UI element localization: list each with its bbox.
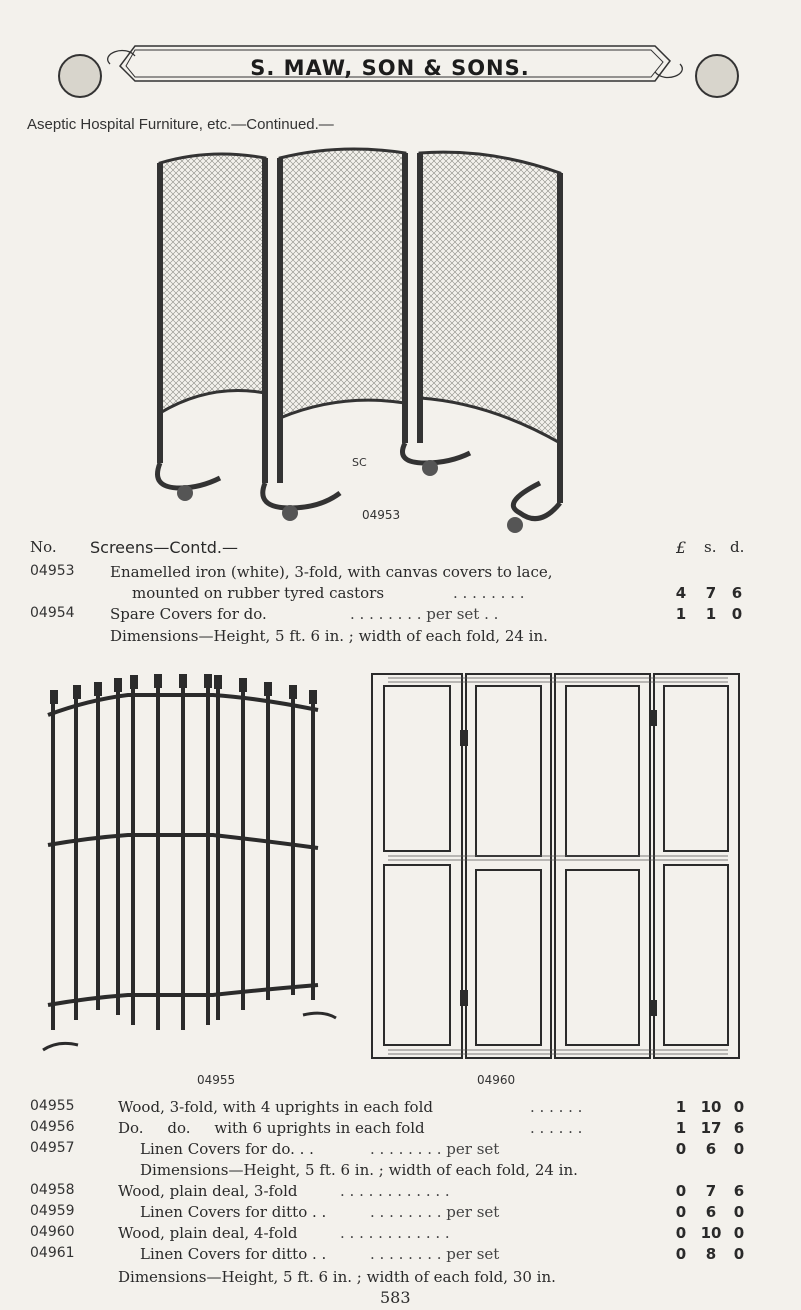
item-number: 04953 — [30, 563, 75, 579]
item-description: Do. do. with 6 uprights in each fold — [118, 1119, 425, 1137]
item-description: Spare Covers for do. — [110, 605, 267, 623]
price-shillings: 6 — [705, 1140, 717, 1158]
price-pence: 0 — [733, 1224, 745, 1242]
price-pence: 0 — [733, 1203, 745, 1221]
item-description: Linen Covers for do. . . — [140, 1140, 314, 1158]
dimensions-note: Dimensions—Height, 5 ft. 6 in. ; width of each fold, 30 in. — [118, 1268, 556, 1286]
dimensions-note: Dimensions—Height, 5 ft. 6 in. ; width of each fold, 24 in. — [110, 627, 548, 645]
price-pounds: 4 — [675, 584, 687, 602]
list-item — [0, 563, 801, 583]
currency-pounds: £ — [676, 538, 687, 557]
item-description: Linen Covers for ditto . . — [140, 1203, 327, 1221]
price-pounds: 0 — [675, 1203, 687, 1221]
price-shillings: 8 — [705, 1245, 717, 1263]
dot-leader: . . . . . . . . per set — [370, 1140, 500, 1158]
list-item — [0, 1224, 801, 1244]
list-item — [0, 1119, 801, 1139]
price-shillings: 7 — [705, 584, 717, 602]
item-number: 04955 — [30, 1098, 75, 1114]
item-description: Wood, 3-fold, with 4 uprights in each fold — [118, 1098, 433, 1116]
price-shillings: 17 — [700, 1119, 722, 1137]
price-shillings: 7 — [705, 1182, 717, 1200]
wood-panel-screen-illustration — [368, 670, 743, 1065]
iron-screen-illustration — [140, 143, 640, 543]
item-number: 04957 — [30, 1140, 75, 1156]
figure-label-04953: 04953 — [362, 508, 401, 522]
price-pounds: 1 — [675, 605, 687, 623]
price-shillings: 1 — [705, 605, 717, 623]
item-description: Wood, plain deal, 3-fold — [118, 1182, 298, 1200]
dot-leader: . . . . . . . . per set . . — [350, 605, 499, 623]
item-number: 04958 — [30, 1182, 75, 1198]
wood-frame-screen-illustration — [38, 670, 338, 1065]
list-item — [0, 584, 801, 604]
list-item — [0, 1182, 801, 1202]
price-pence: 0 — [733, 1245, 745, 1263]
price-pence: 6 — [733, 1119, 745, 1137]
price-shillings: 6 — [705, 1203, 717, 1221]
list-item — [0, 1161, 801, 1181]
figure-label-04960: 04960 — [477, 1073, 516, 1087]
page-subtitle: Aseptic Hospital Furniture, etc.—Continued.— — [27, 116, 334, 133]
price-shillings: 10 — [700, 1098, 722, 1116]
item-description: Wood, plain deal, 4-fold — [118, 1224, 298, 1242]
price-pounds: 0 — [675, 1245, 687, 1263]
dot-leader: . . . . . . . . — [453, 584, 525, 602]
list-item — [0, 1098, 801, 1118]
list-item — [0, 1203, 801, 1223]
currency-shillings: s. — [704, 538, 717, 556]
price-pounds: 0 — [675, 1140, 687, 1158]
section-heading-screens: Screens—Contd.— — [90, 538, 238, 557]
dimensions-note: Dimensions—Height, 5 ft. 6 in. ; width of each fold, 24 in. — [140, 1161, 578, 1179]
price-pounds: 1 — [675, 1098, 687, 1116]
item-number: 04961 — [30, 1245, 75, 1261]
price-pounds: 0 — [675, 1224, 687, 1242]
dot-leader: . . . . . . . . . . . . — [340, 1224, 450, 1242]
price-pence: 6 — [733, 1182, 745, 1200]
price-pence: 0 — [731, 605, 743, 623]
firm-name: S. MAW, SON & SONS. — [250, 56, 530, 80]
item-number: 04960 — [30, 1224, 75, 1240]
item-description-cont: mounted on rubber tyred castors — [132, 584, 385, 602]
dot-leader: . . . . . . . . per set — [370, 1203, 500, 1221]
item-number: 04954 — [30, 605, 75, 621]
price-pounds: 1 — [675, 1119, 687, 1137]
currency-pence: d. — [730, 538, 745, 556]
price-pounds: 0 — [675, 1182, 687, 1200]
item-description: Enamelled iron (white), 3-fold, with canvas covers to lace, — [110, 563, 553, 581]
list-item — [0, 1140, 801, 1160]
figure-label-04955: 04955 — [197, 1073, 236, 1087]
column-header-no: No. — [30, 538, 57, 556]
dot-leader: . . . . . . . . . . . . — [340, 1182, 450, 1200]
list-item — [0, 1245, 801, 1265]
list-item — [0, 605, 801, 625]
item-number: 04956 — [30, 1119, 75, 1135]
dot-leader: . . . . . . — [530, 1119, 583, 1137]
engraver-mark: SC — [352, 456, 367, 469]
price-pence: 6 — [731, 584, 743, 602]
dot-leader: . . . . . . . . per set — [370, 1245, 500, 1263]
page-number: 583 — [380, 1288, 411, 1307]
dot-leader: . . . . . . — [530, 1098, 583, 1116]
price-shillings: 10 — [700, 1224, 722, 1242]
price-pence: 0 — [733, 1140, 745, 1158]
price-pence: 0 — [733, 1098, 745, 1116]
item-number: 04959 — [30, 1203, 75, 1219]
item-description: Linen Covers for ditto . . — [140, 1245, 327, 1263]
